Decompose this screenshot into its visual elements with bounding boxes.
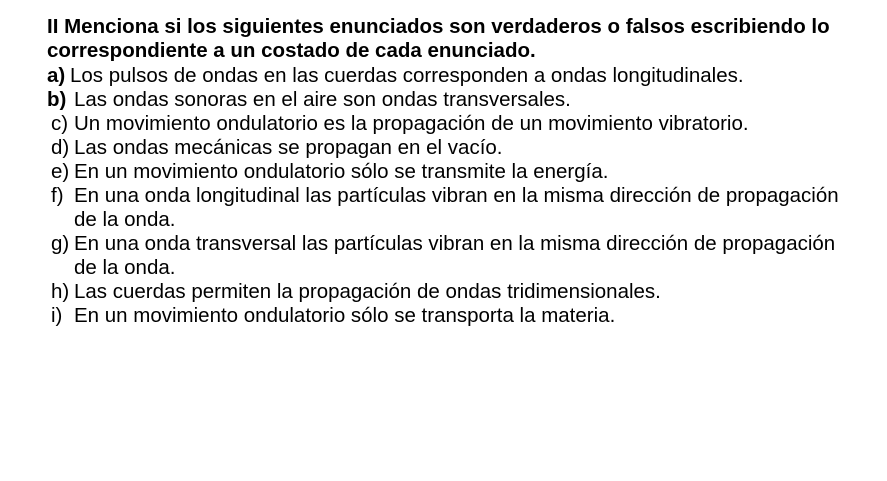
section-instructions: II Menciona si los siguientes enunciados son verdaderos o falsos escribiendo lo correspondiente a un costado de cada enunciado. — [47, 15, 830, 62]
statement-marker: a) — [47, 64, 66, 87]
statement-marker: f) — [51, 184, 64, 207]
statement-marker: i) — [51, 304, 63, 327]
statement-f — [47, 184, 847, 232]
statement-c — [47, 112, 847, 136]
statement-text: En una onda longitudinal las partículas vibran en la misma dirección de propagación de la onda. — [74, 184, 839, 231]
statement-h — [47, 280, 847, 304]
statement-text: En un movimiento ondulatorio sólo se transporta la materia. — [74, 304, 616, 327]
statement-marker: d) — [51, 136, 70, 159]
statement-marker: e) — [51, 160, 70, 183]
statement-a — [47, 64, 847, 88]
statement-marker: g) — [51, 232, 70, 255]
statement-marker: b) — [47, 88, 67, 111]
statement-i — [47, 304, 847, 328]
statement-text: Los pulsos de ondas en las cuerdas corresponden a ondas longitudinales. — [70, 64, 744, 87]
statement-e — [47, 160, 847, 184]
statement-d — [47, 136, 847, 160]
statement-marker: c) — [51, 112, 69, 135]
statement-b — [47, 88, 847, 112]
statement-text: En una onda transversal las partículas vibran en la misma dirección de propagación de la onda. — [74, 232, 836, 279]
statement-text: En un movimiento ondulatorio sólo se transmite la energía. — [74, 160, 609, 183]
statement-text: Las ondas mecánicas se propagan en el vacío. — [74, 136, 503, 159]
worksheet-section — [47, 15, 847, 328]
statement-g — [47, 232, 847, 280]
statement-text: Las ondas sonoras en el aire son ondas transversales. — [74, 88, 571, 111]
statement-text: Un movimiento ondulatorio es la propagación de un movimiento vibratorio. — [74, 112, 749, 135]
statement-list — [47, 64, 847, 328]
statement-marker: h) — [51, 280, 70, 303]
statement-text: Las cuerdas permiten la propagación de ondas tridimensionales. — [74, 280, 661, 303]
